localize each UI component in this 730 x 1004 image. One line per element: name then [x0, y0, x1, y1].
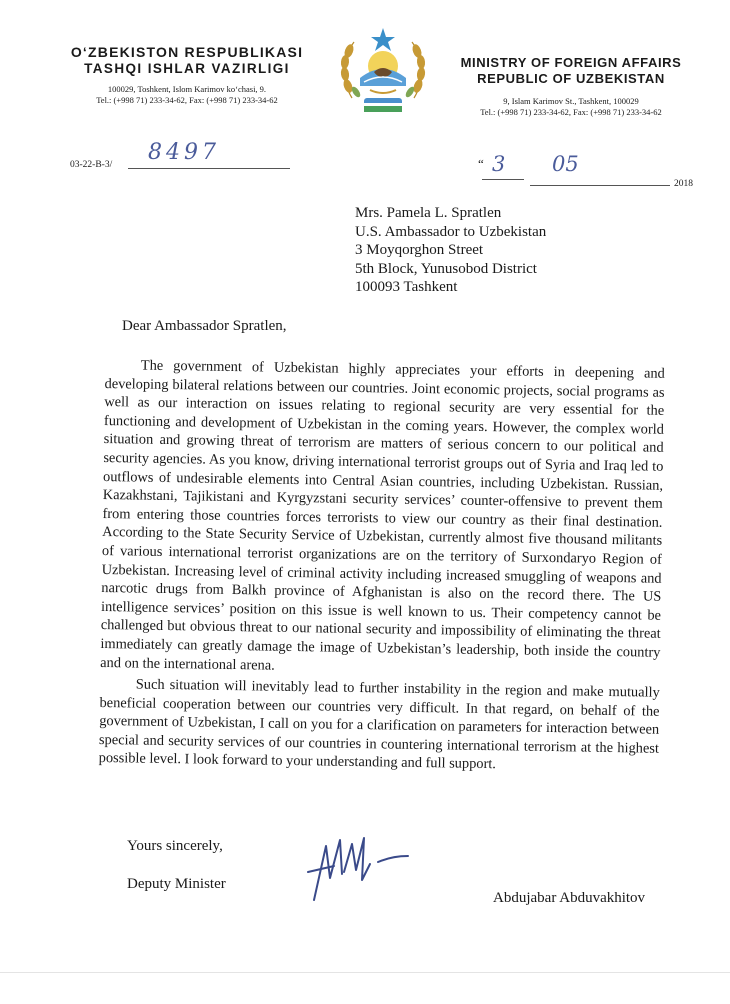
- salutation: Dear Ambassador Spratlen,: [122, 318, 287, 334]
- signer-title: Deputy Minister: [127, 876, 226, 892]
- reference-number-handwritten: 8497: [148, 140, 220, 165]
- letterhead-english: [446, 55, 696, 118]
- date-year: 2018: [674, 179, 693, 189]
- date-day-rule: [482, 179, 524, 180]
- letterhead-english-line2: REPUBLIC OF UZBEKISTAN: [477, 71, 665, 86]
- date-month-rule: [530, 185, 670, 186]
- addressee-street: 3 Moyqorghon Street: [355, 242, 484, 258]
- letterhead-english-contacts: Tel.: (+998 71) 233-34-62, Fax: (+998 71) 233-34-62: [480, 107, 662, 117]
- letterhead-english-line1: MINISTRY OF FOREIGN AFFAIRS: [460, 55, 682, 70]
- signer-name: Abdujabar Abduvakhitov: [493, 890, 646, 906]
- letterhead-uzbek-contacts: Tel.: (+998 71) 233-34-62, Fax: (+998 71) 233-34-62: [96, 95, 278, 105]
- date-open-quote: “: [478, 156, 484, 171]
- addressee-block: [355, 204, 546, 297]
- signature-icon: [300, 826, 420, 906]
- letterhead-uzbek: [62, 44, 312, 106]
- addressee-title: U.S. Ambassador to Uzbekistan: [355, 223, 547, 240]
- addressee-city: 100093 Tashkent: [355, 279, 458, 295]
- scan-edge-divider: [0, 972, 730, 973]
- date-month-handwritten: 05: [552, 152, 579, 176]
- addressee-name: Mrs. Pamela L. Spratlen: [355, 205, 502, 221]
- closing: Yours sincerely,: [127, 838, 223, 854]
- letter-body: [99, 356, 665, 777]
- addressee-block-district: 5th Block, Yunusobod District: [355, 260, 537, 277]
- reference-line: [70, 142, 290, 172]
- letterhead-uzbek-line1: O‘ZBEKISTON RESPUBLIKASI: [70, 44, 304, 60]
- date-day-handwritten: 3: [492, 152, 506, 176]
- reference-code: 03-22-B-3/: [70, 160, 113, 170]
- reference-rule: [128, 168, 290, 169]
- date-line: [470, 150, 700, 189]
- letterhead-uzbek-address: 100029, Toshkent, Islom Karimov ko‘chasi, 9.: [107, 84, 267, 94]
- body-paragraph-2: Such situation will inevitably lead to further instability in the region and make mutually beneficial cooperation between our countries very difficult. In that regard, on behalf of the government of Uzbekistan, I call on you for a clarification on parameters for interaction between special and security services of our countries in countering international terrorism at the highest possible level. I look forward to your understanding and full support.: [98, 676, 660, 773]
- letterhead-english-address: 9, Islam Karimov St., Tashkent, 100029: [503, 96, 639, 106]
- body-paragraph-1: The government of Uzbekistan highly appreciates your efforts in deepening and developing bilateral relations between our countries. Joint economic projects, social programs as well as our interaction on issues relating to regional security are very essential for the functioning and development of Uzbekistan in the coming years. However, the complex world situation and growing threat of terrorism are matters of serious concern to our political and security agencies. As you know, driving international terrorist groups out of Syria and Iraq led to outflows of undesirable elements into Central Asian countries, including Uzbekistan. Russian, Kazakhstani, Tajikistani and Kyrgyzstani security services’ counter-offensive to prevent them from entering those countries forces terrorists to view our country as their final destination. According to the State Security Service of Uzbekistan, currently almost five thousand militants of various international terrorist organizations are on the territory of Surxondaryo Region of Uzbekistan. Increasing level of criminal activity including increased smuggling of weapons and narcotic drugs from Balkh province of Afghanistan is also on the record there. The US intelligence services’ position on this issue is well known to us. Their competency cannot be challenged but obvious threat to our national security and impossibility of eliminating the threat immediately can greatly damage the image of Uzbekistan’s leadership, both inside the country and on the international arena.: [100, 357, 665, 674]
- state-emblem-icon: [330, 20, 436, 126]
- letterhead-uzbek-line2: TASHQI ISHLAR VAZIRLIGI: [84, 61, 290, 76]
